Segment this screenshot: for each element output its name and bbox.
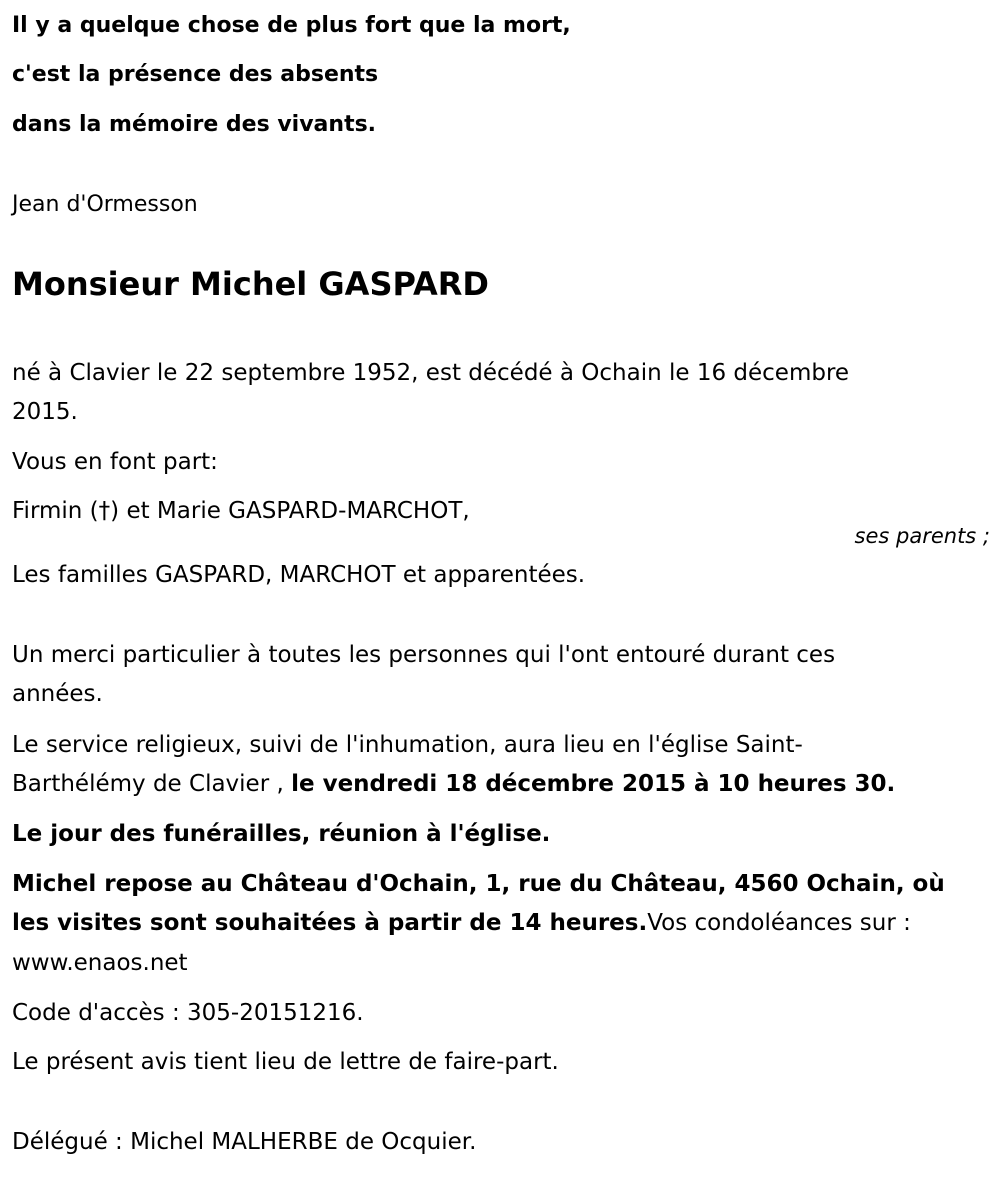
service-line-2 (12, 764, 895, 804)
notice-statement: Le présent avis tient lieu de lettre de faire-part. (12, 1049, 559, 1075)
deceased-name: Monsieur Michel GASPARD (12, 265, 489, 303)
condolences-link[interactable]: www.enaos.net (12, 950, 188, 976)
visit-hours: les visites sont souhaitées à partir de 14 heures. (12, 910, 648, 936)
parents-names: Firmin (†) et Marie GASPARD-MARCHOT, (12, 498, 470, 524)
announcement-intro: Vous en font part: (12, 449, 218, 475)
service-line-1: Le service religieux, suivi de l'inhumation, aura lieu en l'église Saint- (12, 732, 803, 758)
service-datetime: le vendredi 18 décembre 2015 à 10 heures 30. (291, 771, 896, 797)
thanks-line-2: années. (12, 681, 103, 707)
quote-author: Jean d'Ormesson (12, 192, 198, 217)
birth-death-line-1: né à Clavier le 22 septembre 1952, est décédé à Ochain le 16 décembre (12, 360, 850, 386)
quote-line-3: dans la mémoire des vivants. (12, 112, 377, 137)
thanks-line-1: Un merci particulier à toutes les personnes qui l'ont entouré durant ces (12, 642, 836, 668)
quote-line-1: Il y a quelque chose de plus fort que la mort, (12, 13, 571, 38)
condolences-label: Vos condoléances sur : (647, 910, 911, 936)
families: Les familles GASPARD, MARCHOT et apparentées. (12, 562, 586, 588)
delegate: Délégué : Michel MALHERBE de Ocquier. (12, 1129, 477, 1155)
repose-line-2 (12, 903, 911, 943)
quote-line-2: c'est la présence des absents (12, 62, 379, 87)
birth-death-line-2: 2015. (12, 399, 78, 425)
parents-role: ses parents ; (854, 524, 990, 548)
access-code: Code d'accès : 305-20151216. (12, 1000, 364, 1026)
service-location: Barthélémy de Clavier , (12, 771, 284, 797)
funeral-day: Le jour des funérailles, réunion à l'église. (12, 821, 551, 847)
repose-line-1: Michel repose au Château d'Ochain, 1, rue du Château, 4560 Ochain, où (12, 871, 945, 897)
